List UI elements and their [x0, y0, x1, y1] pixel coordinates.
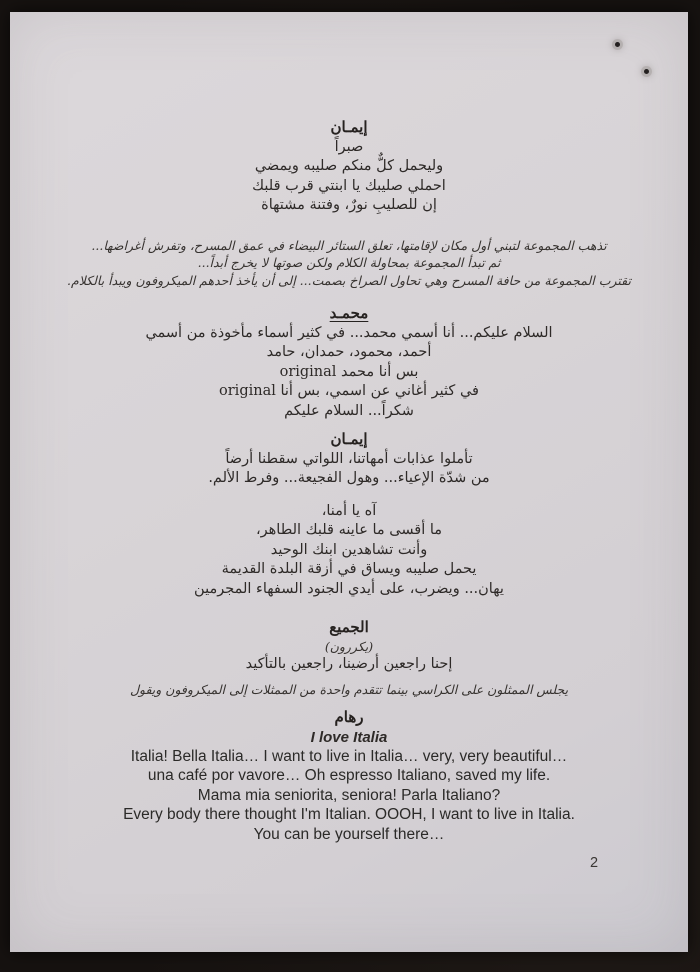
- stage-direction-line: يجلس الممثلون على الكراسي بينما تتقدم واحدة من الممثلات إلى الميكروفون ويقول: [129, 681, 569, 697]
- dialogue-line: صبراً: [334, 138, 364, 155]
- scene-block-iman-1: [10, 118, 688, 216]
- stage-direction-line: تذهب المجموعة لتبني أول مكان لإقامتها، تعلق الستائر البيضاء في عمق المسرح، وتفرش أغراضها...: [91, 237, 607, 253]
- stage-direction-line: تقترب المجموعة من حافة المسرح وهي تحاول الصراخ بصمت... إلى أن يأخذ أحدهم الميكروفون ويبدأ بالكلام.: [67, 272, 631, 288]
- dialogue-line: تأملوا عذابات أمهاتنا، اللواتي سقطنا أرضاً: [225, 450, 473, 467]
- dialogue-line: You can be yourself there…: [253, 825, 445, 843]
- scene-block-riham: [10, 708, 688, 844]
- dialogue-line: احملي صليبك يا ابنتي قرب قلبك: [252, 177, 446, 194]
- character-name-iman: إيمـان: [330, 118, 368, 136]
- dialogue-line: بس أنا محمد original: [279, 363, 419, 380]
- character-name-iman: إيمـان: [330, 430, 368, 448]
- character-name-mohammad: محمـد: [329, 304, 369, 322]
- dialogue-line: إن للصليبِ نورٌ، وفتنة مشتهاة: [261, 197, 437, 213]
- dialogue-line: Italia! Bella Italia… I want to live in Italia… very, very beautiful…: [130, 747, 568, 765]
- parenthetical-direction: (يكررون): [324, 638, 374, 654]
- dialogue-line: أحمد، محمود، حمدان، حامد: [266, 344, 432, 360]
- dialogue-line: في كثير أغاني عن اسمي، بس أنا original: [219, 383, 479, 399]
- dialogue-line: يهان... ويضرب، على أيدي الجنود السفهاء المجرمين: [194, 580, 504, 597]
- document-page: [10, 12, 688, 952]
- stage-direction-block: [10, 681, 688, 699]
- dialogue-line: آه يا أمنا،: [321, 502, 377, 519]
- dialogue-line: una café por vavore… Oh espresso Italiano, saved my life.: [147, 767, 551, 784]
- scene-block-iman-2-continued: [10, 502, 688, 600]
- page-content: [10, 12, 688, 844]
- stage-direction-block: [10, 237, 688, 290]
- punch-hole-mark: [615, 42, 620, 47]
- punch-hole-mark: [644, 69, 649, 74]
- character-name-riham: رهام: [334, 708, 364, 726]
- scene-block-mohammad: [10, 304, 688, 421]
- dialogue-line: Mama mia seniorita, seniora! Parla Italiano?: [197, 786, 501, 804]
- dialogue-line: من شدّة الإعياء... وهول الفجيعة... وفرط الألم.: [208, 470, 490, 486]
- page-number: 2: [590, 855, 599, 871]
- character-name-all: الجميع: [329, 618, 369, 636]
- scene-block-iman-2: [10, 430, 688, 489]
- monologue-title: I love Italia: [310, 728, 388, 746]
- dialogue-line: شكراً... السلام عليكم: [284, 402, 414, 419]
- scene-block-all: [10, 618, 688, 675]
- stage-direction-line: ثم تبدأ المجموعة بمحاولة الكلام ولكن صوتها لا يخرج أبداً...: [197, 255, 501, 270]
- dialogue-line: السلام عليكم... أنا أسمي محمد... في كثير أسماء مأخوذة من أسمي: [145, 324, 553, 341]
- dialogue-line: ما أقسى ما عاينه قلبك الطاهر،: [255, 522, 443, 538]
- dialogue-line: وليحمل كلٌّ منكم صليبه ويمضي: [254, 158, 444, 174]
- dialogue-line: يحمل صليبه ويساق في أزقة البلدة القديمة: [221, 561, 477, 577]
- dialogue-line: إحنا راجعين أرضينا، راجعين بالتأكيد: [245, 656, 453, 672]
- dialogue-line: Every body there thought I'm Italian. OOOH, I want to live in Italia.: [123, 806, 575, 823]
- dialogue-line: وأنت تشاهدين ابنك الوحيد: [270, 541, 428, 558]
